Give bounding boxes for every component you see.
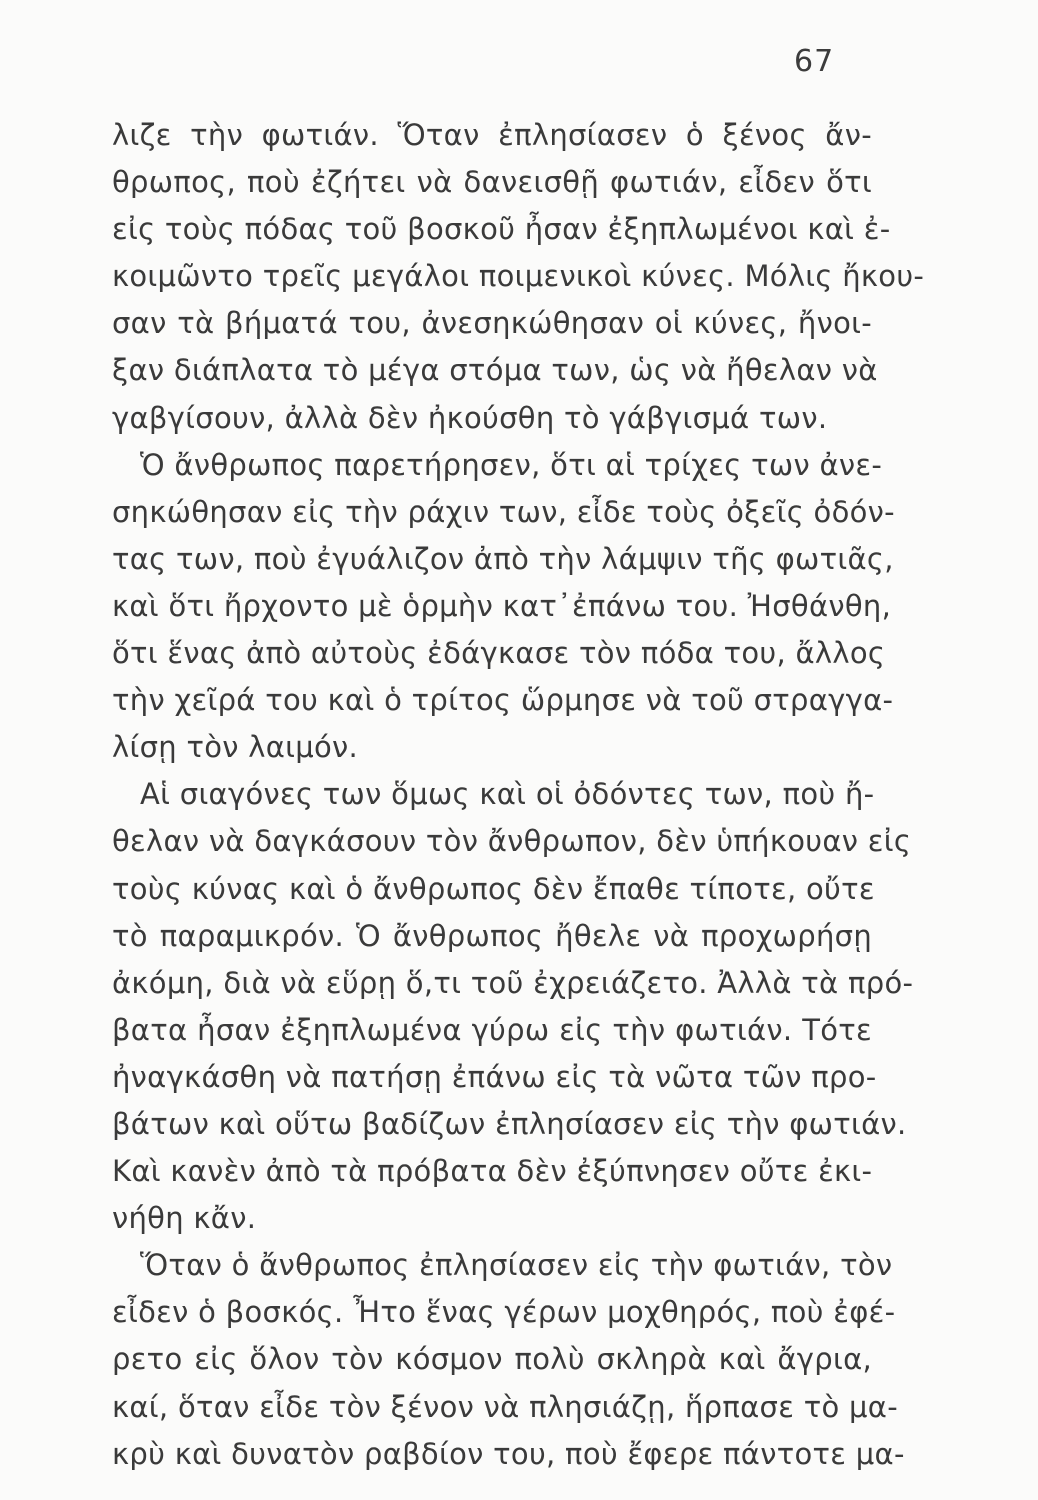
text-line: λίσῃ τὸν λαιμόν. <box>112 730 359 765</box>
page-number: 67 <box>794 44 835 79</box>
text-line: τοὺς κύνας καὶ ὁ ἄνθρωπος δὲν ἔπαθε τίποτε, οὔτε <box>112 871 875 906</box>
text-line: θελαν νὰ δαγκάσουν τὸν ἄνθρωπον, δὲν ὑπήκουαν εἰς <box>112 824 912 859</box>
text-line: τὴν χεῖρά του καὶ ὁ τρίτος ὥρμησε νὰ τοῦ στραγγα- <box>112 683 894 718</box>
text-line: κρὺ καὶ δυνατὸν ραβδίον του, ποὺ ἔφερε πάντοτε μα- <box>112 1436 905 1471</box>
text-line: σαν τὰ βήματά του, ἀνεσηκώθησαν οἱ κύνες, ἤνοι- <box>112 306 872 341</box>
text-line: Ὅταν ὁ ἄνθρωπος ἐπλησίασεν εἰς τὴν φωτιάν, τὸν <box>140 1248 893 1283</box>
text-line: ξαν διάπλατα τὸ μέγα στόμα των, ὡς νὰ ἤθελαν νὰ <box>112 353 878 388</box>
text-line: Αἱ σιαγόνες των ὅμως καὶ οἱ ὀδόντες των, ποὺ ἤ- <box>140 777 875 812</box>
text-line: εἶδεν ὁ βοσκός. Ἦτο ἕνας γέρων μοχθηρός, ποὺ ἐφέ- <box>112 1295 896 1330</box>
text-line: τας των, ποὺ ἐγυάλιζον ἀπὸ τὴν λάμψιν τῆς φωτιᾶς, <box>112 541 894 576</box>
text-line: θρωπος, ποὺ ἐζήτει νὰ δανεισθῇ φωτιάν, εἶδεν ὅτι <box>112 165 872 200</box>
text-line: τὸ παραμικρόν. Ὁ ἄνθρωπος ἤθελε νὰ προχωρήσῃ <box>112 918 872 953</box>
text-line: ὅτι ἕνας ἀπὸ αὐτοὺς ἐδάγκασε τὸν πόδα του, ἄλλος <box>112 636 886 671</box>
text-line: νήθη κἄν. <box>112 1201 257 1236</box>
text-line: λιζε τὴν φωτιάν. Ὅταν ἐπλησίασεν ὁ ξένος ἄν- <box>112 118 872 152</box>
text-line: καί, ὅταν εἶδε τὸν ξένον νὰ πλησιάζῃ, ἥρπασε τὸ μα- <box>112 1389 898 1424</box>
text-line: ἀκόμη, διὰ νὰ εὕρῃ ὅ,τι τοῦ ἐχρειάζετο. Ἀλλὰ τὰ πρό- <box>112 965 914 1000</box>
text-line: σηκώθησαν εἰς τὴν ράχιν των, εἶδε τοὺς ὀξεῖς ὀδόν- <box>112 494 895 529</box>
text-line: βάτων καὶ οὕτω βαδίζων ἐπλησίασεν εἰς τὴν φωτιάν. <box>112 1106 907 1141</box>
text-line: καὶ ὅτι ἤρχοντο μὲ ὁρμὴν κατ᾿ἐπάνω του. Ἠσθάνθη, <box>112 588 892 623</box>
text-line: κοιμῶντο τρεῖς μεγάλοι ποιμενικοὶ κύνες. Μόλις ἤκου- <box>112 259 925 294</box>
text-line: ἠναγκάσθη νὰ πατήσῃ ἐπάνω εἰς τὰ νῶτα τῶν προ- <box>112 1059 877 1094</box>
text-line: βατα ἦσαν ἐξηπλωμένα γύρω εἰς τὴν φωτιάν. Τότε <box>112 1012 872 1047</box>
body-text <box>112 112 925 1478</box>
text-line: Ὁ ἄνθρωπος παρετήρησεν, ὅτι αἱ τρίχες των ἀνε- <box>140 447 883 482</box>
text-line: ρετο εἰς ὅλον τὸν κόσμον πολὺ σκληρὰ καὶ ἄγρια, <box>112 1342 872 1377</box>
text-line: εἰς τοὺς πόδας τοῦ βοσκοῦ ἦσαν ἐξηπλωμένοι καὶ ἐ- <box>112 212 891 247</box>
text-line: Καὶ κανὲν ἀπὸ τὰ πρόβατα δὲν ἐξύπνησεν οὔτε ἐκι- <box>112 1154 873 1189</box>
text-line: γαβγίσουν, ἀλλὰ δὲν ἠκούσθη τὸ γάβγισμά των. <box>112 400 828 435</box>
